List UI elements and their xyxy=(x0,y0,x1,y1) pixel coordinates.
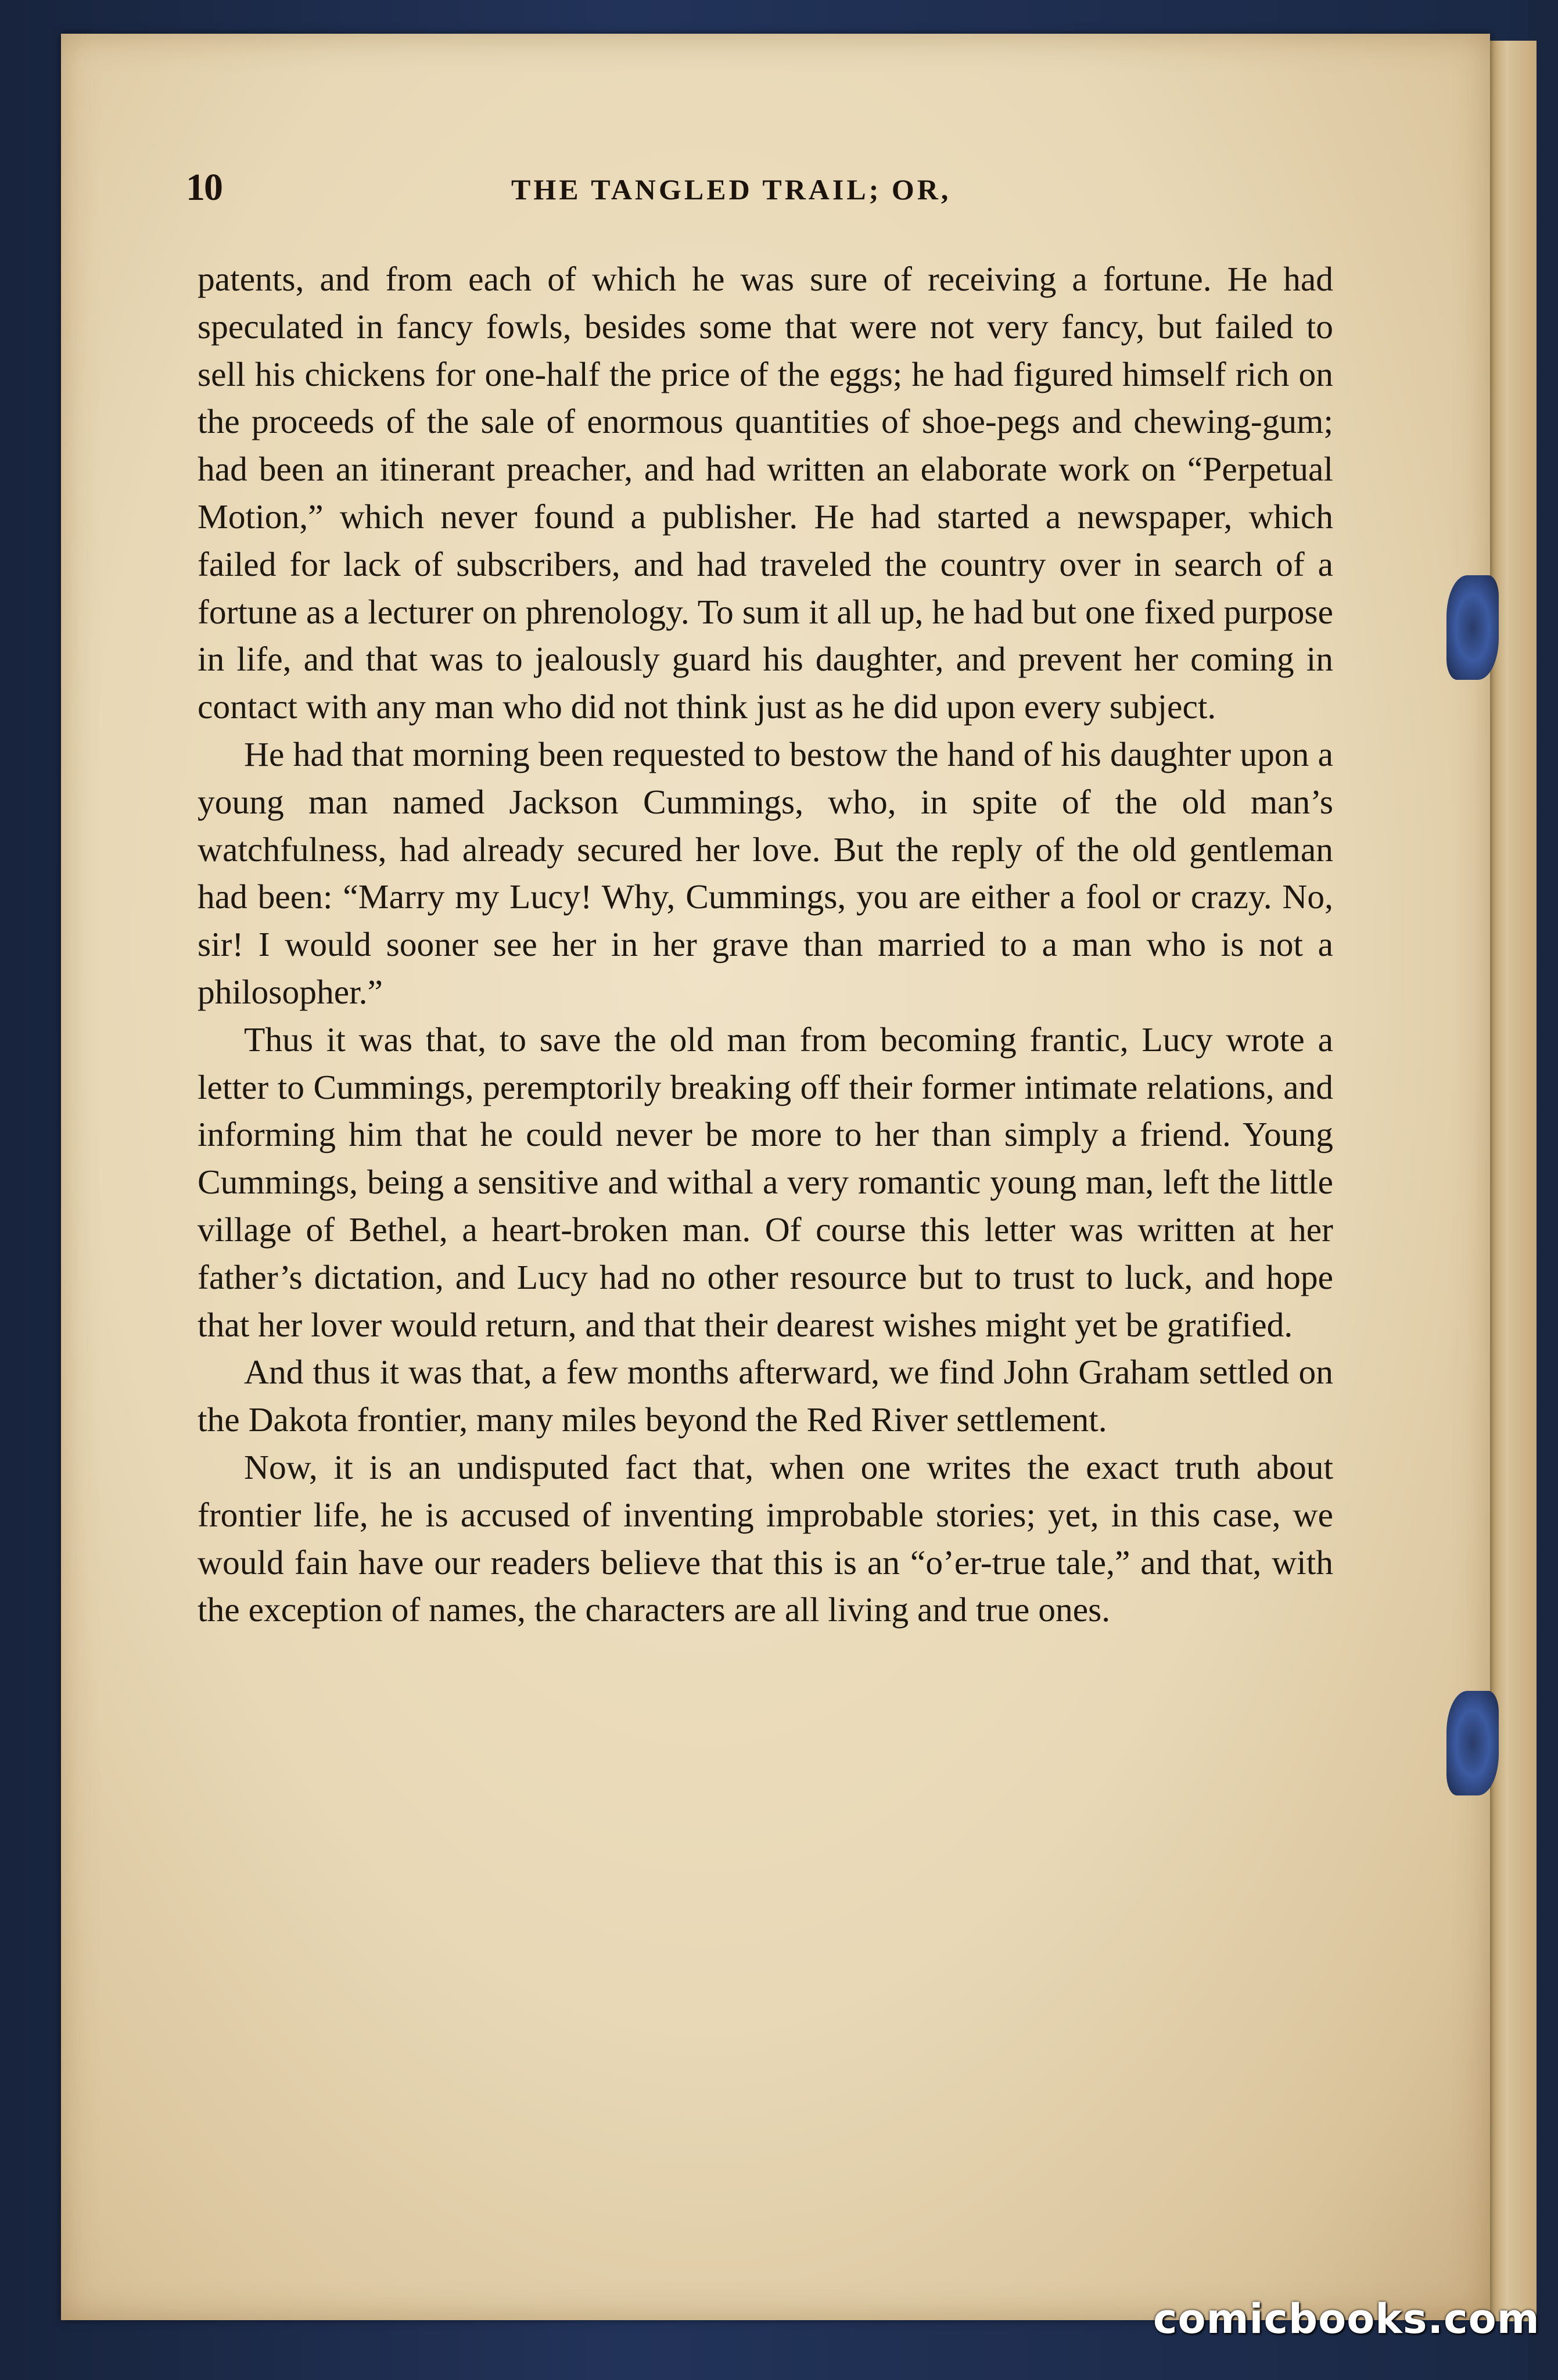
paragraph: He had that morning been requested to bestow the hand of his daughter upon a young man named Jackson Cummings, who, in spite of the old man’s watchfulness, had already secured her love. But the reply of the old gentleman had been: “Marry my Lucy! Why, Cummings, you are either a fool or crazy. No, sir! I would sooner see her in her grave than married to a man who is not a philosopher.” xyxy=(198,734,1333,1011)
body-text xyxy=(198,256,1333,1634)
page-number: 10 xyxy=(186,166,222,209)
binding-tear-mark xyxy=(1446,1691,1499,1795)
source-watermark: comicbooks.com xyxy=(1153,2295,1540,2343)
running-title: THE TANGLED TRAIL; OR, xyxy=(511,173,952,206)
adjacent-page-edge xyxy=(1490,41,1537,2321)
paragraph: And thus it was that, a few months afterward, we find John Graham settled on the Dakota frontier, many miles beyond the Red River settlement. xyxy=(198,1353,1333,1439)
running-head xyxy=(186,166,1348,218)
paragraph: Now, it is an undisputed fact that, when one writes the exact truth about frontier life, he is accused of inventing improbable stories; yet, in this case, we would fain have our readers believe that this is an “o’er-true tale,” and that, with the exception of names, the characters are all living and true ones. xyxy=(198,1447,1333,1629)
paragraph: Thus it was that, to save the old man from becoming frantic, Lucy wrote a letter to Cummings, peremptorily breaking off their former intimate relations, and informing him that he could never be more to her than simply a friend. Young Cummings, being a sensitive and withal a very romantic young man, left the little village of Bethel, a heart-broken man. Of course this letter was written at her father’s dictation, and Lucy had no other resource but to trust to luck, and hope that her lover would return, and that their dearest wishes might yet be gratified. xyxy=(198,1020,1333,1344)
binding-tear-mark xyxy=(1446,575,1499,680)
paragraph: patents, and from each of which he was sure of receiving a fortune. He had speculated in fancy fowls, besides some that were not very fancy, but failed to sell his chickens for one-half the price of the eggs; he had figured himself rich on the proceeds of the sale of enormous quantities of shoe-pegs and chewing-gum; had been an itinerant preacher, and had written an elaborate work on “Perpetual Motion,” which never found a publisher. He had started a newspaper, which failed for lack of subscribers, and had traveled the country over in search of a fortune as a lecturer on phrenology. To sum it all up, he had but one fixed purpose in life, and that was to jealously guard his daughter, and prevent her coming in contact with any man who did not think just as he did upon every subject. xyxy=(198,260,1333,726)
